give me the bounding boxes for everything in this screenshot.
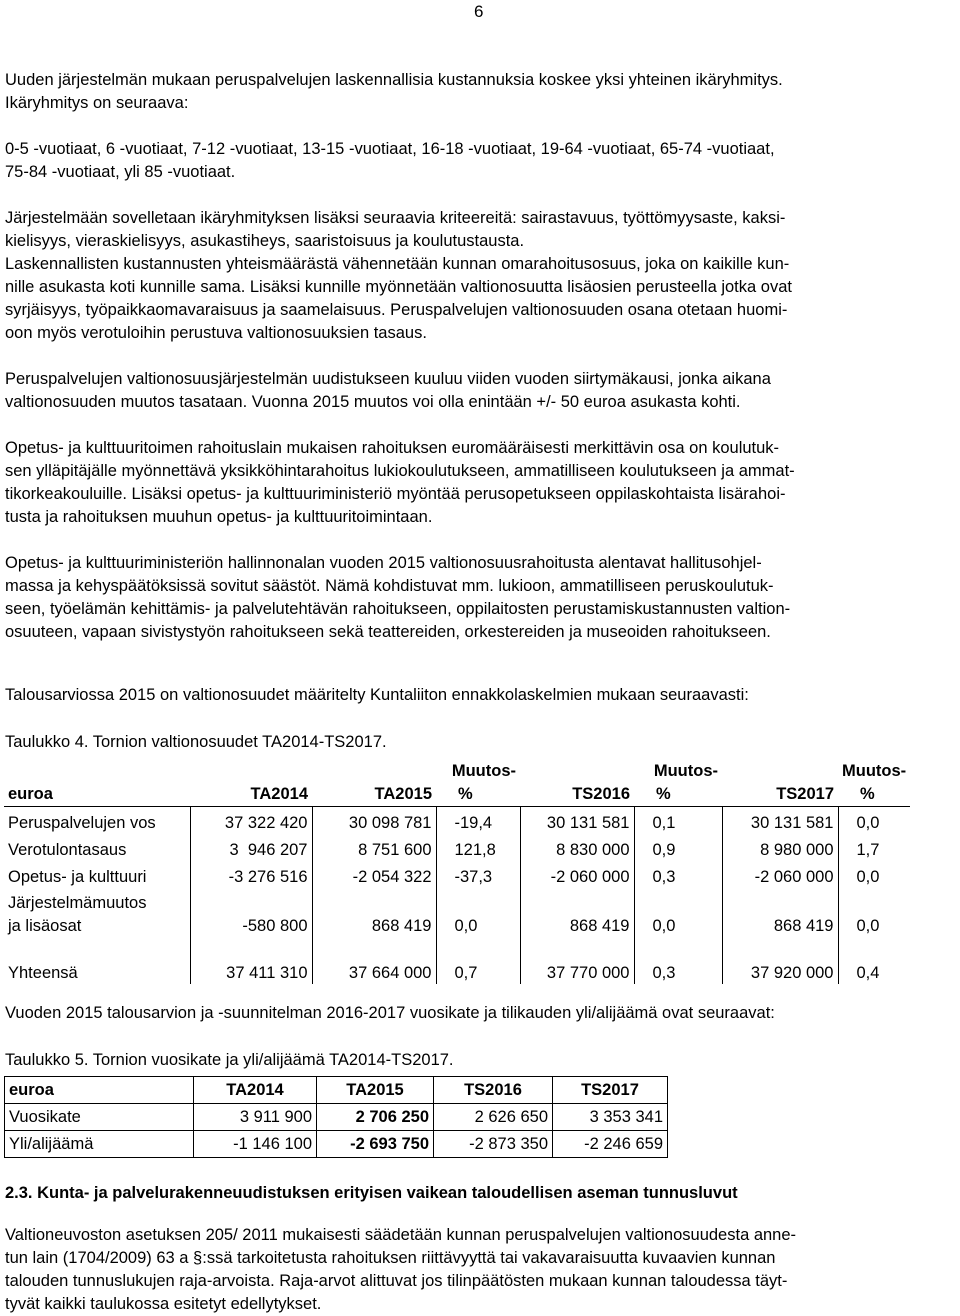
table-total-row — [4, 939, 910, 984]
table-cell: 0,0 — [856, 917, 880, 935]
table-cell: 0,3 — [634, 939, 722, 984]
text-line: Järjestelmään sovelletaan ikäryhmityksen lisäksi seuraavia kriteereitä: sairastavuus, työttömyysaste, kaksi- — [5, 209, 786, 227]
paragraph-education-funding — [5, 437, 953, 529]
paragraph-regulation — [5, 1224, 953, 1316]
table-cell: 3 911 900 — [194, 1104, 317, 1131]
text-line: oon myös verotuloihin perustuva valtionosuuksien tasaus. — [5, 324, 427, 342]
table-cell: 0,3 — [634, 861, 722, 888]
table-cell: 30 131 581 — [722, 807, 838, 835]
table-cell: -3 276 516 — [190, 861, 312, 888]
column-header: Muutos- % — [436, 756, 520, 807]
column-header: TA2015 — [312, 756, 436, 807]
text-line: talouden tunnuslukujen raja-arvoista. Raja-arvot alittuvat jos tilinpäätösten mukaan kunnan taloudessa täyt- — [5, 1272, 788, 1290]
text-line: tyvät kaikki taulukossa esitetyt edellytykset. — [5, 1295, 322, 1313]
table-cell: 8 751 600 — [312, 834, 436, 861]
table-cell: 37 664 000 — [312, 939, 436, 984]
text-line: valtionosuuden muutos tasataan. Vuonna 2015 muutos voi olla enintään +/- 50 euroa asukasta kohti. — [5, 393, 741, 411]
table-cell: 868 419 — [312, 888, 436, 939]
table-cell: -2 693 750 — [317, 1131, 434, 1158]
table-cell: 0,9 — [634, 834, 722, 861]
table-cell: 121,8 — [436, 834, 520, 861]
text-line: 0-5 -vuotiaat, 6 -vuotiaat, 7-12 -vuotiaat, 13-15 -vuotiaat, 16-18 -vuotiaat, 19-64 -vuotiaat, 65-74 -vuotiaat, — [5, 140, 775, 158]
table-cell: Opetus- ja kulttuuri — [4, 861, 190, 888]
text-line: tikorkeakouluille. Lisäksi opetus- ja kulttuuriministeriö myöntää perusopetukseen oppilaskohtaista lisärahoi- — [5, 485, 786, 503]
table-cell: 8 980 000 — [722, 834, 838, 861]
table-cell: Järjestelmämuutos ja lisäosat — [4, 888, 190, 939]
text-line: Opetus- ja kulttuuritoimen rahoituslain mukaisen rahoituksen euromääräisesti merkittävin osa on koulutuk- — [5, 439, 780, 457]
table-cell: -2 060 000 — [722, 861, 838, 888]
table-cell: -1 146 100 — [194, 1131, 317, 1158]
text-line: Ikäryhmitys on seuraava: — [5, 94, 189, 112]
text-line: tun lain (1704/2009) 63 a §:ssä tarkoitetusta rahoituksen riittävyyttä tai vakavaraisuutta kuvaavien kunnan — [5, 1249, 776, 1267]
table-row — [5, 1104, 668, 1131]
text-line: Peruspalvelujen valtionosuusjärjestelmän uudistukseen kuuluu viiden vuoden siirtymäkausi, jonka aikana — [5, 370, 771, 388]
text-line: Vuoden 2015 talousarvion ja -suunnitelman 2016-2017 vuosikate ja tilikauden yli/alijäämä ovat seuraavat: — [5, 1004, 775, 1022]
table-cell: Verotulontasaus — [4, 834, 190, 861]
page-number: 6 — [474, 2, 484, 21]
table-cell: -37,3 — [436, 861, 520, 888]
table-state-subsidies — [4, 756, 910, 984]
table-cell: 30 131 581 — [520, 807, 634, 835]
paragraph-savings — [5, 552, 953, 644]
table-operating-margin — [4, 1076, 668, 1158]
table-cell: -19,4 — [436, 807, 520, 835]
text-line: Talousarviossa 2015 on valtionosuudet määritelty Kuntaliiton ennakkolaskelmien mukaan seuraavasti: — [5, 686, 749, 704]
table-row — [4, 888, 910, 939]
paragraph-operating-margin-intro — [5, 1002, 953, 1025]
table-cell: 37 322 420 — [190, 807, 312, 835]
table-row — [4, 861, 910, 888]
column-header: TS2017 — [722, 756, 838, 807]
column-header: euroa — [5, 1077, 194, 1104]
table-cell: -2 054 322 — [312, 861, 436, 888]
text-line: tusta ja rahoituksen muuhun opetus- ja kulttuuritoimintaan. — [5, 508, 433, 526]
text-line: Valtioneuvoston asetuksen 205/ 2011 mukaisesti säädetään kunnan peruspalvelujen valtionosuudesta anne- — [5, 1226, 797, 1244]
table-cell: 0,0 — [856, 868, 880, 886]
table-cell: 0,1 — [634, 807, 722, 835]
table-cell: 0,4 — [856, 964, 880, 982]
table-cell: 8 830 000 — [520, 834, 634, 861]
text-line: massa ja kehyspäätöksissä sovitut säästöt. Nämä kohdistuvat mm. lukioon, ammatilliseen peruskoulutuk- — [5, 577, 774, 595]
column-header: TS2017 — [553, 1077, 668, 1104]
table-cell: 30 098 781 — [312, 807, 436, 835]
table-cell: 37 770 000 — [520, 939, 634, 984]
table-cell: -2 060 000 — [520, 861, 634, 888]
table4-caption: Taulukko 4. Tornion valtionosuudet TA2014-TS2017. — [5, 733, 387, 751]
table-cell: 3 946 207 — [190, 834, 312, 861]
section-heading: 2.3. Kunta- ja palvelurakenneuudistuksen erityisen vaikean taloudellisen aseman tunnusluvut — [5, 1184, 738, 1202]
table-cell: Vuosikate — [5, 1104, 194, 1131]
column-header: Muutos- % — [838, 756, 910, 807]
table-cell: Yli/alijäämä — [5, 1131, 194, 1158]
table-cell: -580 800 — [190, 888, 312, 939]
table-cell: -2 873 350 — [434, 1131, 553, 1158]
column-header: TA2015 — [317, 1077, 434, 1104]
table-cell: 3 353 341 — [553, 1104, 668, 1131]
table-cell: 0,0 — [634, 888, 722, 939]
text-line: seen, työelämän kehittämis- ja palvelutehtävän rahoitukseen, oppilaitosten perustamiskustannusten valtion- — [5, 600, 791, 618]
text-line: osuuteen, vapaan sivistystyön rahoitukseen sekä teattereiden, orkestereiden ja museoiden rahoitukseen. — [5, 623, 771, 641]
paragraph-age-groups — [5, 138, 953, 184]
column-header: Muutos- % — [634, 756, 722, 807]
table-cell: 2 626 650 — [434, 1104, 553, 1131]
table-cell: 868 419 — [520, 888, 634, 939]
column-header: TS2016 — [520, 756, 634, 807]
text-line: syrjäisyys, työpaikkaomavaraisuus ja saamelaisuus. Peruspalvelujen valtionosuuden osana otetaan huomi- — [5, 301, 788, 319]
text-line: nille asukasta koti kunnille sama. Lisäksi kunnille myönnetään valtionosuutta lisäosien perusteella jotka ovat — [5, 278, 792, 296]
table-cell: Peruspalvelujen vos — [4, 807, 190, 835]
column-header: TS2016 — [434, 1077, 553, 1104]
table-cell: 1,7 — [856, 841, 880, 859]
table-row — [4, 834, 910, 861]
table-cell: 2 706 250 — [317, 1104, 434, 1131]
paragraph-age-groups-intro — [5, 69, 953, 115]
table-cell: 37 920 000 — [722, 939, 838, 984]
text-line: Opetus- ja kulttuuriministeriön hallinnonalan vuoden 2015 valtionosuusrahoitusta alentavat hallitusohjel- — [5, 554, 762, 572]
paragraph-criteria — [5, 207, 953, 345]
column-header: TA2014 — [190, 756, 312, 807]
table-header-row — [5, 1077, 668, 1104]
text-line: Uuden järjestelmän mukaan peruspalvelujen laskennallisia kustannuksia koskee yksi yhteinen ikäryhmitys. — [5, 71, 783, 89]
table-cell: Yhteensä — [4, 939, 190, 984]
text-line: kielisyys, vieraskielisyys, asukastiheys, saaristoisuus ja koulutustausta. — [5, 232, 525, 250]
table-cell: 0,0 — [838, 807, 910, 835]
column-header: euroa — [4, 756, 190, 807]
table-row — [5, 1131, 668, 1158]
text-line: 75-84 -vuotiaat, yli 85 -vuotiaat. — [5, 163, 236, 181]
table-header-row — [4, 756, 910, 807]
text-line: Laskennallisten kustannusten yhteismäärästä vähennetään kunnan omarahoitusosuus, joka on kaikille kun- — [5, 255, 790, 273]
table-cell: 0,7 — [436, 939, 520, 984]
table-cell: -2 246 659 — [553, 1131, 668, 1158]
table-row — [4, 807, 910, 835]
table5-caption: Taulukko 5. Tornion vuosikate ja yli/alijäämä TA2014-TS2017. — [5, 1051, 454, 1069]
column-header: TA2014 — [194, 1077, 317, 1104]
table-cell: 37 411 310 — [190, 939, 312, 984]
text-line: sen ylläpitäjälle myönnettävä yksikköhintarahoitus lukiokoulutukseen, ammatilliseen koulutukseen ja ammat- — [5, 462, 795, 480]
table-cell: 0,0 — [436, 888, 520, 939]
paragraph-transition — [5, 368, 953, 414]
table-cell: 868 419 — [722, 888, 838, 939]
paragraph-budget-intro — [5, 684, 953, 707]
